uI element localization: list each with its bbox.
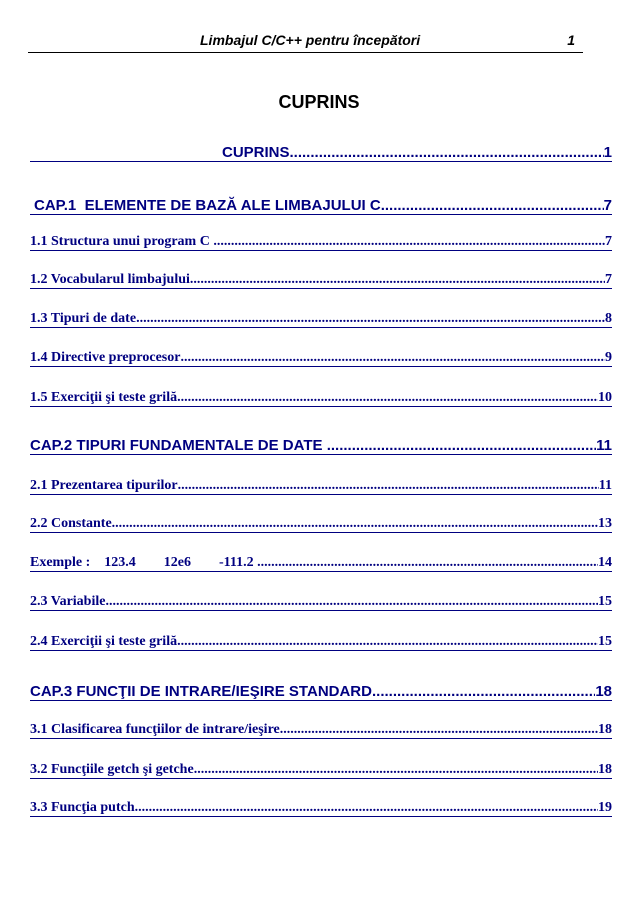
toc-leader-dots	[136, 311, 605, 327]
toc-entry-page: 18	[598, 722, 612, 737]
toc-entry-page: 7	[603, 197, 612, 214]
toc-entry-label: CUPRINS	[222, 144, 290, 161]
toc-entry-page: 15	[598, 594, 612, 609]
toc-entry-label: CAP.3 FUNCŢII DE INTRARE/IEŞIRE STANDARD	[30, 683, 372, 700]
toc-leader-dots	[112, 516, 598, 532]
toc-leader-dots	[135, 800, 598, 816]
toc-entry[interactable]	[30, 683, 612, 701]
toc-entry-page: 1	[603, 144, 612, 161]
toc-entry-label: 2.2 Constante	[30, 516, 112, 531]
toc-entry[interactable]	[30, 311, 612, 328]
toc-entry[interactable]	[30, 594, 612, 611]
toc-entry-label: 1.1 Structura unui program C	[30, 234, 214, 249]
toc-entry-label: 1.2 Vocabularul limbajului	[30, 272, 190, 287]
toc-entry-page: 18	[595, 683, 612, 700]
toc-entry-label: 2.3 Variabile	[30, 594, 106, 609]
toc-leader-dots	[280, 722, 598, 738]
toc-entry-page: 7	[605, 272, 612, 287]
toc-entry-label: Exemple : 123.4 12e6 -111.2	[30, 555, 258, 570]
toc-leader-dots	[177, 634, 598, 650]
toc-entry-page: 8	[605, 311, 612, 326]
toc-entry[interactable]	[30, 197, 612, 215]
toc-entry-page: 18	[598, 762, 612, 777]
toc-leader-dots	[372, 683, 595, 700]
toc-entry-label: 1.4 Directive preprocesor	[30, 350, 181, 365]
toc-entry-label: 2.1 Prezentarea tipurilor	[30, 478, 178, 493]
header-page-number: 1	[567, 32, 575, 48]
toc-leader-dots	[290, 144, 604, 161]
toc-leader-dots	[190, 272, 605, 288]
toc-leader-dots	[381, 197, 604, 214]
toc-entry[interactable]	[30, 272, 612, 289]
toc-entry-label: CAP.2 TIPURI FUNDAMENTALE DE DATE	[30, 437, 327, 454]
toc-entry[interactable]	[30, 350, 612, 367]
toc-entry[interactable]	[30, 634, 612, 651]
running-header	[28, 30, 583, 53]
toc-leader-dots	[327, 437, 596, 454]
toc-entry-label: 2.4 Exerciţii şi teste grilă	[30, 634, 178, 649]
toc-entry-page: 10	[598, 390, 612, 405]
toc-entry-label: 3.3 Funcţia putch	[30, 800, 135, 815]
toc-entry[interactable]	[30, 390, 612, 407]
toc-entry-page: 15	[598, 634, 612, 649]
toc-entry-page: 11	[596, 437, 612, 454]
toc-leader-dots	[257, 555, 598, 571]
toc-entry[interactable]	[30, 234, 612, 251]
header-title: Limbajul C/C++ pentru începători	[200, 32, 421, 48]
toc-leader-dots	[177, 390, 598, 406]
toc-entry-page: 13	[598, 516, 612, 531]
toc-entry-page: 14	[598, 555, 612, 570]
toc-entry[interactable]	[30, 722, 612, 739]
toc-entry-label: 3.2 Funcţiile getch şi getche	[30, 762, 194, 777]
toc-leader-dots	[180, 350, 605, 366]
toc-entry[interactable]	[30, 437, 612, 455]
toc-entry[interactable]	[30, 516, 612, 533]
toc-entry[interactable]	[30, 800, 612, 817]
toc-entry-label: 3.1 Clasificarea funcţiilor de intrare/ieşire	[30, 722, 280, 737]
toc-entry[interactable]	[30, 555, 612, 572]
toc-entry-page: 9	[605, 350, 612, 365]
toc-leader-dots	[194, 762, 598, 778]
toc-entry-page: 7	[605, 234, 612, 249]
page-title: CUPRINS	[278, 92, 360, 112]
toc-entry-label: CAP.1 ELEMENTE DE BAZĂ ALE LIMBAJULUI C	[34, 197, 381, 214]
toc-entry[interactable]	[30, 144, 612, 162]
toc-leader-dots	[213, 234, 605, 250]
toc-entry[interactable]	[30, 762, 612, 779]
toc-leader-dots	[178, 478, 599, 494]
toc-entry-page: 19	[598, 800, 612, 815]
toc-entry-label: 1.3 Tipuri de date	[30, 311, 137, 326]
toc-leader-dots	[105, 594, 598, 610]
toc-entry[interactable]	[30, 478, 612, 495]
toc-entry-page: 11	[598, 478, 612, 493]
toc-entry-label: 1.5 Exerciţii şi teste grilă	[30, 390, 178, 405]
